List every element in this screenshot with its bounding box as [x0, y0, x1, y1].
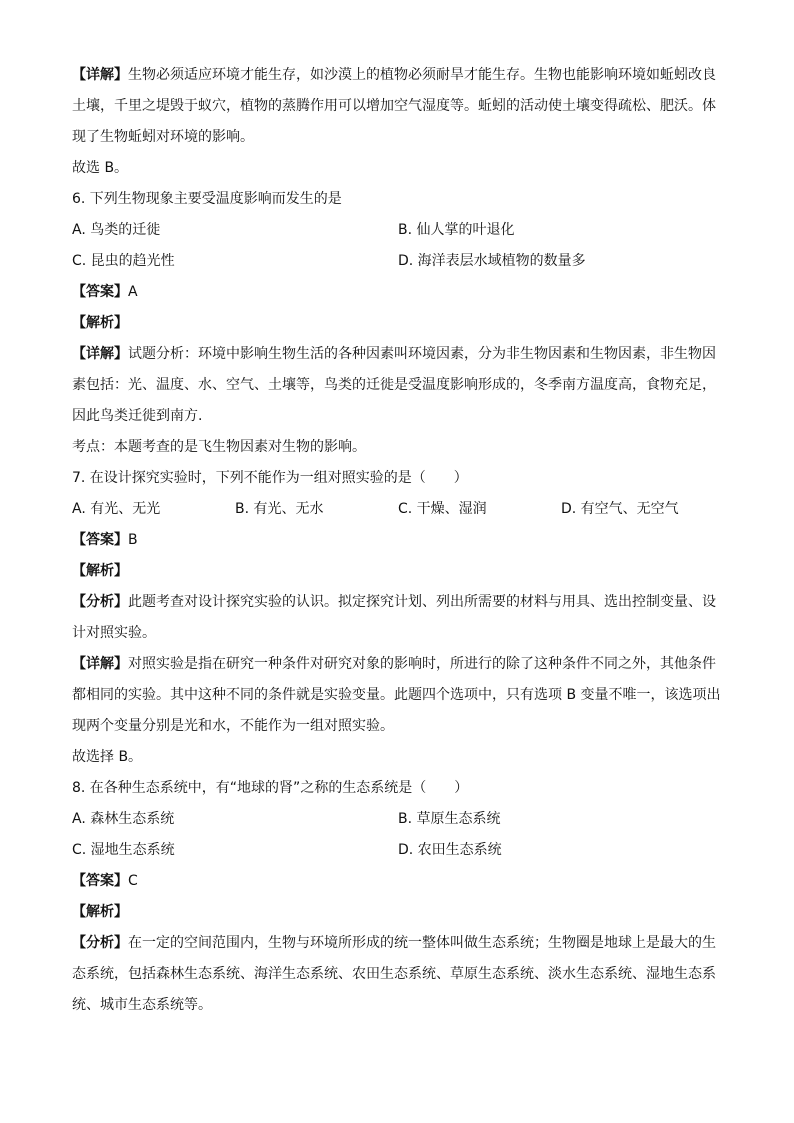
paragraph-text: 在一定的空间范围内，生物与环境所形成的统一整体叫做生态系统；生物圈是地球上是最大的生态系统，包括森林生态系统、海洋生态系统、农田生态系统、草原生态系统、淡水生态系统、湿地生态系统、城市生态系统等。	[72, 935, 716, 1013]
question-8: 8. 在各种生态系统中，有“地球的肾”之称的生态系统是（ ）	[72, 780, 469, 796]
analysis-heading	[72, 556, 724, 587]
options-row	[72, 494, 724, 525]
paragraph-text: 对照实验是指在研究一种条件对研究对象的影响时，所进行的除了这种条件不同之外，其他条件都相同的实验。其中这种不同的条件就是实验变量。此题四个选项中，只有选项 B 变量不唯一，该选项出现两个变量分别是光和水，不能作为一组对照实验。	[72, 656, 721, 734]
option-a: A. 鸟类的迁徙	[72, 222, 161, 238]
paragraph-text: 生物必须适应环境才能生存，如沙漠上的植物必须耐旱才能生存。生物也能影响环境如蚯蚓改良土壤，千里之堤毁于蚁穴，植物的蒸腾作用可以增加空气湿度等。蚯蚓的活动使土壤变得疏松、肥沃。体现了生物蚯蚓对环境的影响。	[72, 67, 716, 145]
section-tag: 【解析】	[72, 904, 128, 920]
option-a: A. 森林生态系统	[72, 811, 175, 827]
explanation-paragraph	[72, 339, 724, 432]
options-row	[72, 835, 724, 866]
conclusion-line: 故选择 B。	[72, 749, 143, 765]
option-c: C. 昆虫的趋光性	[72, 253, 175, 269]
section-tag: 【详解】	[72, 67, 128, 83]
question-7: 7. 在设计探究实验时，下列不能作为一组对照实验的是（ ）	[72, 470, 468, 486]
section-tag: 【解析】	[72, 315, 128, 331]
section-tag: 【分析】	[72, 935, 128, 951]
options-row	[72, 246, 724, 277]
option-d: D. 海洋表层水域植物的数量多	[398, 253, 586, 269]
answer-value: C	[128, 873, 138, 889]
paragraph-text: 试题分析：环境中影响生物生活的各种因素叫环境因素，分为非生物因素和生物因素，非生物因素包括：光、温度、水、空气、土壤等，鸟类的迁徙是受温度影响形成的，冬季南方温度高，食物充足，因此鸟类迁徙到南方.	[72, 346, 716, 424]
analysis-heading	[72, 308, 724, 339]
analysis-paragraph	[72, 587, 724, 649]
option-b: B. 有光、无水	[235, 501, 324, 517]
option-a: A. 有光、无光	[72, 501, 161, 517]
option-b: B. 仙人掌的叶退化	[398, 222, 515, 238]
paragraph-text: 此题考查对设计探究实验的认识。拟定探究计划、列出所需要的材料与用具、选出控制变量、设计对照实验。	[72, 594, 716, 641]
answer-line	[72, 866, 724, 897]
section-tag: 【答案】	[72, 873, 128, 889]
knowledge-point: 考点：本题考查的是飞生物因素对生物的影响。	[72, 439, 366, 455]
option-c: C. 干燥、湿润	[398, 501, 487, 517]
options-row	[72, 215, 724, 246]
option-d: D. 有空气、无空气	[561, 501, 679, 517]
option-c: C. 湿地生态系统	[72, 842, 175, 858]
section-tag: 【分析】	[72, 594, 128, 610]
section-tag: 【详解】	[72, 656, 128, 672]
answer-line	[72, 525, 724, 556]
section-tag: 【答案】	[72, 284, 128, 300]
analysis-paragraph	[72, 928, 724, 1021]
question-6: 6. 下列生物现象主要受温度影响而发生的是	[72, 191, 342, 207]
document-page	[72, 60, 724, 1021]
section-tag: 【解析】	[72, 563, 128, 579]
answer-value: A	[128, 284, 138, 300]
answer-line	[72, 277, 724, 308]
option-b: B. 草原生态系统	[398, 811, 501, 827]
conclusion-line: 故选 B。	[72, 160, 129, 176]
analysis-heading	[72, 897, 724, 928]
section-tag: 【答案】	[72, 532, 128, 548]
explanation-paragraph	[72, 649, 724, 742]
explanation-paragraph	[72, 60, 724, 153]
options-row	[72, 804, 724, 835]
answer-value: B	[128, 532, 138, 548]
option-d: D. 农田生态系统	[398, 842, 502, 858]
section-tag: 【详解】	[72, 346, 128, 362]
